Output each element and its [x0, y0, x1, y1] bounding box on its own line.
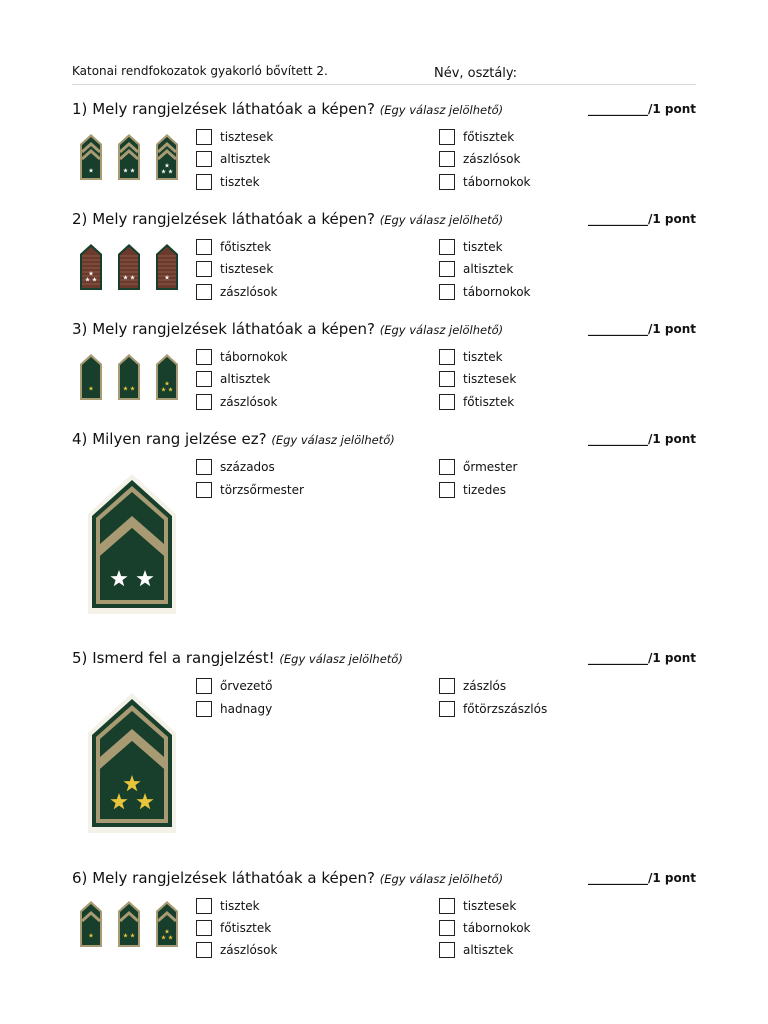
question-4 [72, 430, 696, 620]
checkbox[interactable] [196, 942, 212, 958]
question-6 [72, 869, 696, 959]
question-hint: (Egy válasz jelölhető) [379, 872, 504, 886]
score-field: __________/1 pont [587, 212, 696, 226]
rank-badge-large [82, 466, 182, 616]
score-field: __________/1 pont [587, 322, 696, 336]
option-altisztek[interactable]: altisztek [439, 260, 513, 278]
option-fotisztek[interactable]: főtisztek [196, 238, 271, 256]
score-field: __________/1 pont [587, 871, 696, 885]
question-hint: (Egy válasz jelölhető) [271, 433, 395, 447]
question-5 [72, 649, 696, 839]
checkbox[interactable] [196, 898, 212, 914]
option-orvezeto[interactable]: őrvezető [196, 677, 273, 695]
checkbox[interactable] [439, 129, 455, 145]
checkbox[interactable] [439, 482, 455, 498]
option-zaszlosok[interactable]: zászlósok [196, 283, 277, 301]
question-hint: (Egy válasz jelölhető) [279, 652, 403, 666]
score-field: __________/1 pont [587, 651, 696, 665]
checkbox[interactable] [196, 174, 212, 190]
option-tisztesek[interactable]: tisztesek [196, 260, 273, 278]
rank-badge-1 [80, 134, 102, 180]
option-tabornokok[interactable]: tábornokok [439, 919, 531, 937]
option-tisztek[interactable]: tisztek [439, 238, 503, 256]
rank-badges-group [78, 352, 188, 408]
checkbox[interactable] [439, 371, 455, 387]
checkbox[interactable] [439, 678, 455, 694]
option-tisztesek[interactable]: tisztesek [196, 128, 273, 146]
option-zaszlosok[interactable]: zászlósok [439, 150, 520, 168]
checkbox[interactable] [196, 482, 212, 498]
checkbox[interactable] [439, 459, 455, 475]
question-text: 2) Mely rangjelzések láthatóak a képen? (Egy válasz jelölhető) [72, 210, 504, 228]
option-tizedes[interactable]: tizedes [439, 481, 506, 499]
question-text: 6) Mely rangjelzések láthatóak a képen? (Egy válasz jelölhető) [72, 869, 504, 887]
checkbox[interactable] [196, 394, 212, 410]
checkbox[interactable] [439, 942, 455, 958]
option-zaszlosok[interactable]: zászlósok [196, 393, 277, 411]
option-fotisztek[interactable]: főtisztek [439, 128, 514, 146]
option-altisztek[interactable]: altisztek [196, 370, 270, 388]
checkbox[interactable] [439, 349, 455, 365]
option-torzsormester[interactable]: törzsőrmester [196, 481, 304, 499]
header-title: Katonai rendfokozatok gyakorló bővített 2. [72, 64, 328, 78]
rank-badges-group [78, 132, 188, 188]
option-tisztesek[interactable]: tisztesek [439, 370, 516, 388]
checkbox[interactable] [196, 129, 212, 145]
checkbox[interactable] [439, 261, 455, 277]
option-hadnagy[interactable]: hadnagy [196, 700, 272, 718]
checkbox[interactable] [196, 261, 212, 277]
checkbox[interactable] [196, 371, 212, 387]
checkbox[interactable] [196, 701, 212, 717]
rank-badges-group [78, 242, 188, 298]
option-tisztesek[interactable]: tisztesek [439, 897, 516, 915]
checkbox[interactable] [196, 349, 212, 365]
option-tisztek[interactable]: tisztek [439, 348, 503, 366]
rank-badge-3 [156, 354, 178, 400]
rank-badge-2 [118, 354, 140, 400]
question-text: 3) Mely rangjelzések láthatóak a képen? (Egy válasz jelölhető) [72, 320, 504, 338]
checkbox[interactable] [439, 239, 455, 255]
rank-badge-1 [80, 354, 102, 400]
rank-badge-1 [80, 244, 102, 290]
option-altisztek[interactable]: altisztek [439, 941, 513, 959]
rank-badge-2 [118, 134, 140, 180]
rank-badges-group [78, 899, 188, 955]
question-3 [72, 320, 696, 410]
option-altisztek[interactable]: altisztek [196, 150, 270, 168]
header-name-label: Név, osztály: [434, 66, 518, 81]
option-fotisztek[interactable]: főtisztek [196, 919, 271, 937]
checkbox[interactable] [196, 284, 212, 300]
score-field: __________/1 pont [587, 102, 696, 116]
header-divider [72, 84, 696, 85]
option-tabornokok[interactable]: tábornokok [439, 283, 531, 301]
question-2 [72, 210, 696, 300]
question-text: 1) Mely rangjelzések láthatóak a képen? (Egy válasz jelölhető) [72, 100, 504, 118]
question-1 [72, 100, 696, 190]
option-tisztek[interactable]: tisztek [196, 173, 260, 191]
option-szazados[interactable]: százados [196, 458, 275, 476]
question-text: 4) Milyen rang jelzése ez? (Egy válasz jelölhető) [72, 430, 395, 448]
option-fotorzszaszlos[interactable]: főtörzszászlós [439, 700, 547, 718]
option-tabornokok[interactable]: tábornokok [439, 173, 531, 191]
checkbox[interactable] [196, 920, 212, 936]
rank-badge-2 [118, 244, 140, 290]
checkbox[interactable] [196, 459, 212, 475]
checkbox[interactable] [196, 151, 212, 167]
option-zaszlosok[interactable]: zászlósok [196, 941, 277, 959]
checkbox[interactable] [439, 920, 455, 936]
checkbox[interactable] [439, 898, 455, 914]
checkbox[interactable] [439, 151, 455, 167]
rank-badge-2 [118, 901, 140, 947]
option-ormester[interactable]: őrmester [439, 458, 517, 476]
checkbox[interactable] [439, 284, 455, 300]
rank-badge-3 [156, 901, 178, 947]
checkbox[interactable] [439, 394, 455, 410]
rank-badge-3 [156, 134, 178, 180]
rank-badge-1 [80, 901, 102, 947]
question-text: 5) Ismerd fel a rangjelzést! (Egy válasz jelölhető) [72, 649, 403, 667]
question-hint: (Egy válasz jelölhető) [379, 323, 504, 337]
checkbox[interactable] [439, 174, 455, 190]
checkbox[interactable] [196, 239, 212, 255]
option-tisztek[interactable]: tisztek [196, 897, 260, 915]
rank-badge-large [82, 685, 182, 835]
option-fotisztek[interactable]: főtisztek [439, 393, 514, 411]
question-hint: (Egy válasz jelölhető) [379, 213, 504, 227]
checkbox[interactable] [196, 678, 212, 694]
option-tabornokok[interactable]: tábornokok [196, 348, 288, 366]
checkbox[interactable] [439, 701, 455, 717]
score-field: __________/1 pont [587, 432, 696, 446]
option-zaszlos[interactable]: zászlós [439, 677, 506, 695]
rank-badge-3 [156, 244, 178, 290]
question-hint: (Egy válasz jelölhető) [379, 103, 504, 117]
